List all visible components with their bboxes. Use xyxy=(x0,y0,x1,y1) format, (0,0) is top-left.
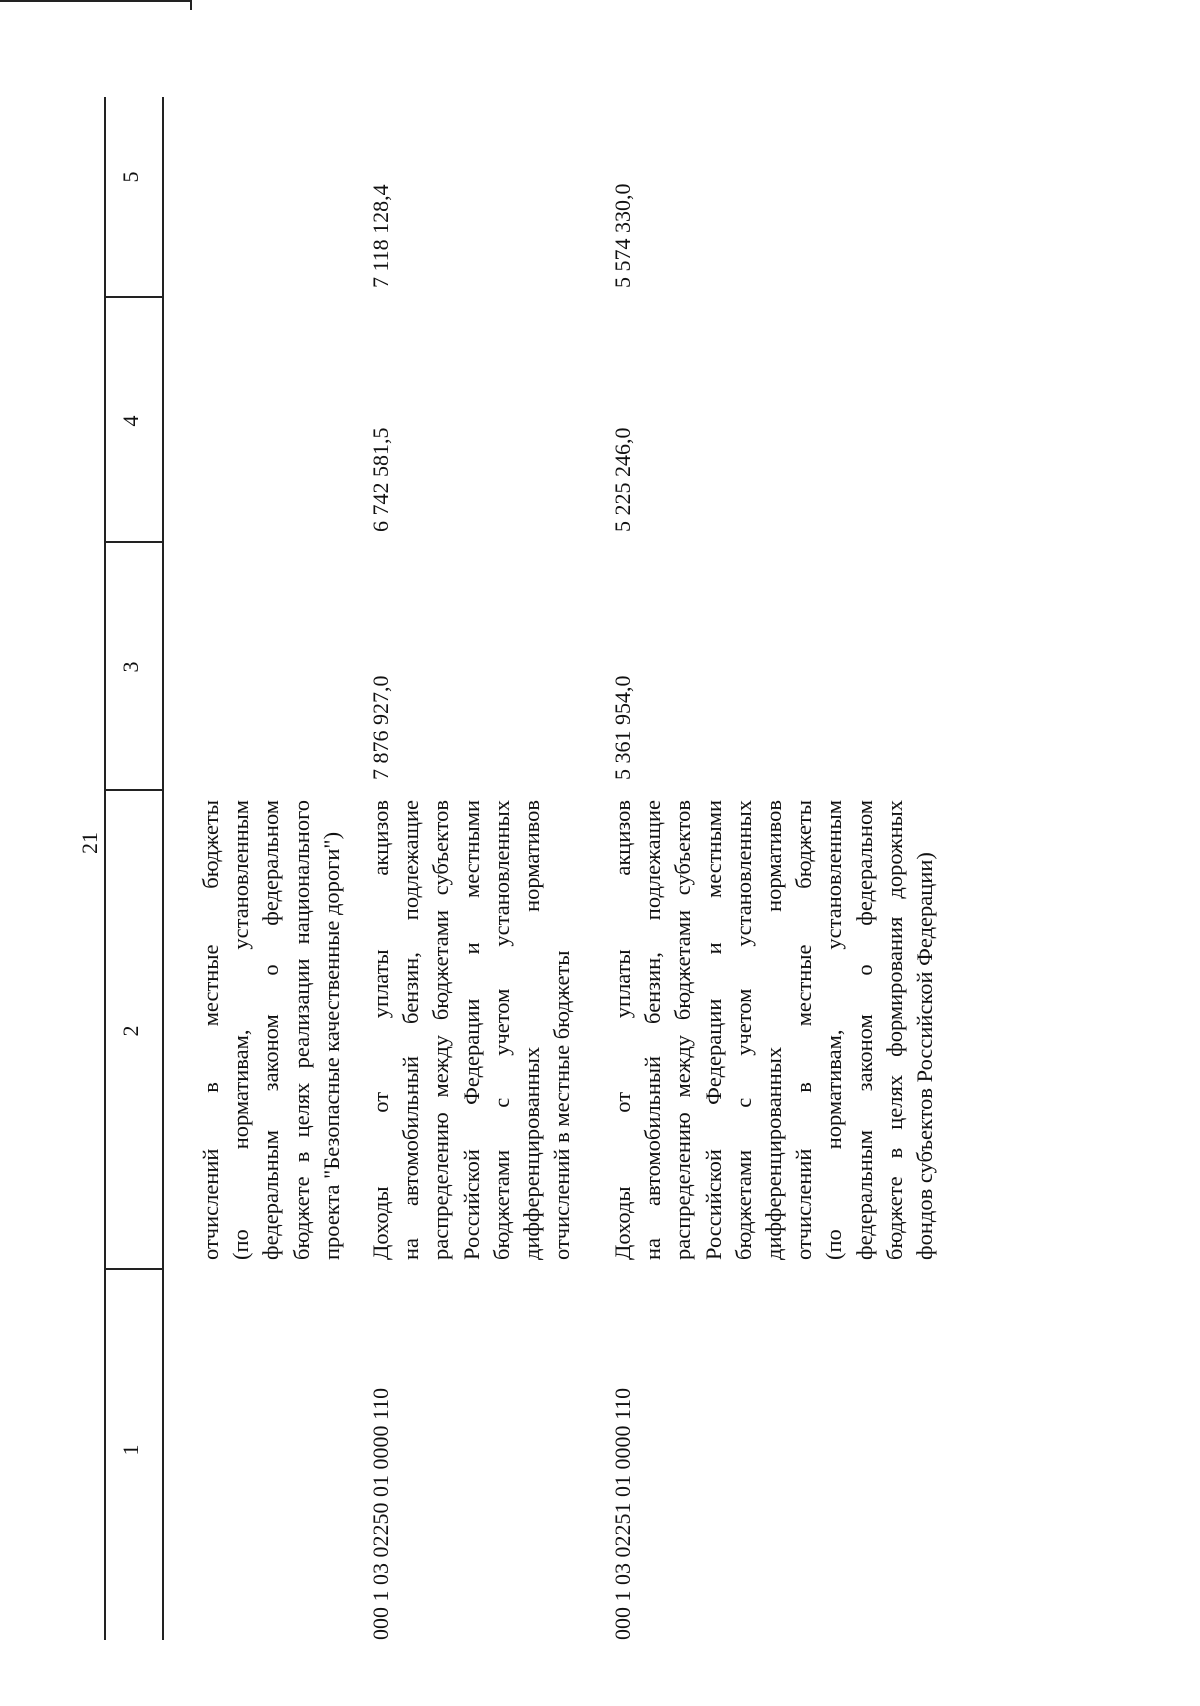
row-code: 000 1 03 02250 01 0000 110 xyxy=(368,1387,393,1640)
page-number: 21 xyxy=(77,832,102,854)
row-name xyxy=(196,800,347,1260)
header-top-rule xyxy=(104,97,106,1640)
table-header xyxy=(0,0,200,1706)
row-name-line: распределению между бюджетами субъектов xyxy=(428,800,454,1260)
row-name-line: дифференцированных нормативов xyxy=(519,800,545,1260)
row-name-line: (по нормативам, установленным xyxy=(821,800,847,1260)
row-name-line: федеральным законом о федеральном xyxy=(851,800,877,1260)
row-value-col5: 5 574 330,0 xyxy=(610,183,635,288)
row-name-line: фондов субъектов Российской Федерации) xyxy=(912,852,938,1260)
column-divider xyxy=(104,790,162,792)
row-name xyxy=(366,800,577,1260)
row-name-line: на автомобильный бензин, подлежащие xyxy=(398,800,424,1260)
row-name-line: распределению между бюджетами субъектов xyxy=(670,800,696,1260)
column-divider xyxy=(104,542,162,544)
row-name xyxy=(608,800,940,1260)
row-value-col4: 5 225 246,0 xyxy=(610,427,635,532)
row-name-line: бюджете в целях формирования дорожных xyxy=(881,800,907,1260)
row-name-line: (по нормативам, установленным xyxy=(228,800,254,1260)
row-value-col3: 7 876 927,0 xyxy=(368,675,393,780)
row-code: 000 1 03 02251 01 0000 110 xyxy=(610,1387,635,1640)
column-number-2: 2 xyxy=(118,1025,143,1037)
row-name-line: Доходы от уплаты акцизов xyxy=(610,800,635,1260)
row-name-line: проекта "Безопасные качественные дороги") xyxy=(318,831,344,1260)
row-name-line: бюджетами с учетом установленных xyxy=(730,800,756,1260)
row-name-line: бюджетами с учетом установленных xyxy=(488,800,514,1260)
row-name-line: Российской Федерации и местными xyxy=(458,800,484,1260)
row-name-line: дифференцированных нормативов xyxy=(761,800,787,1260)
row-name-line: федеральным законом о федеральном xyxy=(258,800,284,1260)
row-name-line: бюджете в целях реализации национального xyxy=(288,800,314,1260)
column-number-4: 4 xyxy=(118,415,143,427)
column-number-1: 1 xyxy=(118,1444,143,1456)
row-name-line: отчислений в местные бюджеты xyxy=(791,800,817,1260)
column-divider xyxy=(104,1269,162,1271)
row-name-line: отчислений в местные бюджеты xyxy=(198,800,223,1260)
row-name-line: отчислений в местные бюджеты xyxy=(549,950,575,1260)
row-value-col4: 6 742 581,5 xyxy=(368,427,393,532)
row-name-line: Российской Федерации и местными xyxy=(700,800,726,1260)
row-name-line: на автомобильный бензин, подлежащие xyxy=(640,800,666,1260)
row-value-col3: 5 361 954,0 xyxy=(610,675,635,780)
row-name-line: Доходы от уплаты акцизов xyxy=(368,800,393,1260)
header-bottom-rule xyxy=(162,97,164,1640)
column-number-5: 5 xyxy=(118,171,143,183)
row-value-col5: 7 118 128,4 xyxy=(368,184,393,288)
column-divider xyxy=(104,297,162,299)
column-number-3: 3 xyxy=(118,661,143,673)
